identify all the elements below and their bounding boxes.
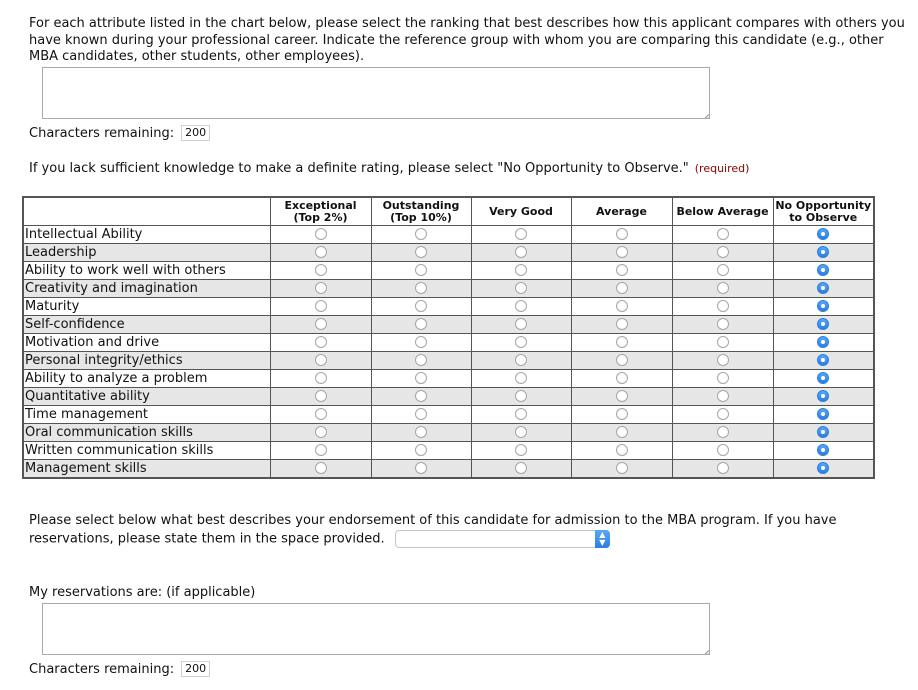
rating-cell: [571, 298, 672, 316]
rating-cell: [773, 334, 874, 352]
rating-radio[interactable]: [817, 444, 829, 456]
rating-cell: [773, 442, 874, 460]
attribute-label: Ability to analyze a problem: [23, 370, 270, 388]
rating-radio[interactable]: [415, 264, 427, 276]
table-row: [23, 316, 874, 334]
rating-cell: [471, 244, 571, 262]
rating-cell: [471, 316, 571, 334]
rating-radio[interactable]: [515, 264, 527, 276]
rating-cell: [672, 226, 773, 244]
rating-cell: [672, 352, 773, 370]
rating-cell: [371, 298, 471, 316]
rating-radio[interactable]: [515, 354, 527, 366]
reservations-textarea[interactable]: [42, 603, 710, 655]
rating-radio[interactable]: [717, 462, 729, 474]
chars-remaining-label: Characters remaining:: [29, 662, 175, 677]
rating-cell: [270, 262, 371, 280]
resize-handle-icon[interactable]: [701, 110, 709, 118]
reservations-label: My reservations are: (if applicable): [29, 585, 256, 600]
rating-radio[interactable]: [515, 300, 527, 312]
endorsement-select[interactable]: [395, 530, 610, 548]
rating-cell: [672, 280, 773, 298]
rating-cell: [672, 460, 773, 479]
attribute-label: Time management: [23, 406, 270, 424]
rating-cell: [571, 406, 672, 424]
rating-radio[interactable]: [616, 336, 628, 348]
table-row: [23, 226, 874, 244]
rating-cell: [270, 280, 371, 298]
attribute-label: Maturity: [23, 298, 270, 316]
rating-radio[interactable]: [515, 372, 527, 384]
rating-radio[interactable]: [515, 408, 527, 420]
rating-cell: [270, 316, 371, 334]
rating-radio[interactable]: [817, 228, 829, 240]
rating-cell: [471, 370, 571, 388]
rating-cell: [471, 298, 571, 316]
rating-cell: [672, 316, 773, 334]
rating-radio[interactable]: [315, 228, 327, 240]
rating-cell: [371, 226, 471, 244]
rating-radio[interactable]: [616, 426, 628, 438]
rating-radio[interactable]: [415, 228, 427, 240]
rating-cell: [672, 370, 773, 388]
rating-radio[interactable]: [515, 318, 527, 330]
rating-radio[interactable]: [415, 354, 427, 366]
rating-radio[interactable]: [817, 408, 829, 420]
rating-radio[interactable]: [717, 282, 729, 294]
rating-cell: [371, 388, 471, 406]
rating-cell: [672, 406, 773, 424]
rating-cell: [270, 352, 371, 370]
rating-radio[interactable]: [717, 318, 729, 330]
rating-cell: [371, 424, 471, 442]
rating-radio[interactable]: [616, 390, 628, 402]
column-header: Outstanding (Top 10%): [371, 197, 471, 226]
rating-grid-header: [23, 197, 874, 226]
rating-radio[interactable]: [616, 300, 628, 312]
rating-radio[interactable]: [515, 444, 527, 456]
rating-cell: [571, 244, 672, 262]
rating-cell: [371, 460, 471, 479]
rating-cell: [571, 262, 672, 280]
rating-cell: [471, 262, 571, 280]
rating-radio[interactable]: [315, 282, 327, 294]
rating-cell: [773, 298, 874, 316]
rating-radio[interactable]: [817, 336, 829, 348]
rating-cell: [371, 262, 471, 280]
rating-radio[interactable]: [817, 246, 829, 258]
lack-knowledge-label: If you lack sufficient knowledge to make a definite rating, please select "No Opportunity to Observe.": [29, 161, 689, 176]
rating-cell: [773, 460, 874, 479]
rating-radio[interactable]: [315, 408, 327, 420]
rating-cell: [471, 460, 571, 479]
table-row: [23, 352, 874, 370]
rating-radio[interactable]: [616, 408, 628, 420]
rating-cell: [773, 316, 874, 334]
rating-cell: [571, 352, 672, 370]
column-header: No Opportunity to Observe: [773, 197, 874, 226]
rating-radio[interactable]: [515, 462, 527, 474]
table-row: [23, 424, 874, 442]
rating-radio[interactable]: [315, 372, 327, 384]
rating-radio[interactable]: [817, 354, 829, 366]
rating-cell: [571, 388, 672, 406]
rating-cell: [773, 226, 874, 244]
rating-cell: [571, 334, 672, 352]
rating-cell: [773, 262, 874, 280]
rating-radio[interactable]: [817, 390, 829, 402]
attribute-label: Ability to work well with others: [23, 262, 270, 280]
rating-radio[interactable]: [515, 246, 527, 258]
rating-cell: [471, 406, 571, 424]
rating-cell: [270, 244, 371, 262]
rating-cell: [371, 316, 471, 334]
rating-cell: [270, 424, 371, 442]
rating-radio[interactable]: [717, 444, 729, 456]
rating-radio[interactable]: [315, 390, 327, 402]
table-row: [23, 388, 874, 406]
rating-cell: [270, 388, 371, 406]
rating-grid-body: [23, 226, 874, 479]
rating-cell: [371, 334, 471, 352]
rating-cell: [773, 406, 874, 424]
table-row: [23, 370, 874, 388]
rating-cell: [571, 442, 672, 460]
rating-radio[interactable]: [315, 336, 327, 348]
rating-cell: [471, 352, 571, 370]
rating-radio[interactable]: [616, 228, 628, 240]
rating-radio[interactable]: [817, 372, 829, 384]
rating-cell: [672, 424, 773, 442]
rating-cell: [270, 406, 371, 424]
rating-cell: [773, 352, 874, 370]
rating-cell: [672, 262, 773, 280]
reference-group-textarea[interactable]: [42, 67, 710, 119]
lack-knowledge-text: [29, 161, 749, 176]
rating-radio[interactable]: [315, 462, 327, 474]
resize-handle-icon[interactable]: [701, 646, 709, 654]
rating-radio[interactable]: [315, 264, 327, 276]
rating-radio[interactable]: [415, 462, 427, 474]
rating-cell: [571, 424, 672, 442]
rating-radio[interactable]: [717, 246, 729, 258]
rating-cell: [471, 280, 571, 298]
rating-radio[interactable]: [415, 318, 427, 330]
table-row: [23, 406, 874, 424]
rating-radio[interactable]: [415, 300, 427, 312]
rating-grid: [22, 196, 875, 479]
rating-radio[interactable]: [717, 228, 729, 240]
rating-cell: [773, 244, 874, 262]
rating-radio[interactable]: [415, 336, 427, 348]
chars-remaining-count: 200: [181, 661, 210, 677]
rating-cell: [571, 280, 672, 298]
attribute-label: Creativity and imagination: [23, 280, 270, 298]
rating-cell: [571, 316, 672, 334]
reference-chars-remaining: [29, 125, 210, 141]
column-header: Average: [571, 197, 672, 226]
rating-radio[interactable]: [616, 354, 628, 366]
rating-cell: [371, 244, 471, 262]
rating-radio[interactable]: [817, 300, 829, 312]
table-row: [23, 262, 874, 280]
rating-radio[interactable]: [315, 246, 327, 258]
rating-radio[interactable]: [515, 390, 527, 402]
rating-cell: [371, 280, 471, 298]
rating-cell: [270, 442, 371, 460]
attribute-label: Oral communication skills: [23, 424, 270, 442]
attribute-column-header: [23, 197, 270, 226]
attribute-label: Personal integrity/ethics: [23, 352, 270, 370]
rating-cell: [672, 298, 773, 316]
chars-remaining-count: 200: [181, 125, 210, 141]
rating-cell: [371, 352, 471, 370]
instructions-text: For each attribute listed in the chart below, please select the ranking that best describes how this applicant compares with others you have known during your professional career. Indicate the reference group with whom you are comparing this candidate (e.g., other MBA candidates, other students, other employees).: [29, 16, 905, 64]
rating-radio[interactable]: [616, 282, 628, 294]
rating-radio[interactable]: [817, 282, 829, 294]
rating-cell: [773, 280, 874, 298]
select-arrows-icon: ▲ ▼: [595, 530, 610, 548]
attribute-label: Quantitative ability: [23, 388, 270, 406]
table-row: [23, 280, 874, 298]
rating-radio[interactable]: [717, 408, 729, 420]
rating-cell: [773, 370, 874, 388]
rating-cell: [773, 424, 874, 442]
rating-radio[interactable]: [717, 426, 729, 438]
rating-cell: [672, 244, 773, 262]
rating-radio[interactable]: [817, 264, 829, 276]
rating-radio[interactable]: [717, 390, 729, 402]
rating-radio[interactable]: [817, 318, 829, 330]
column-header: Exceptional (Top 2%): [270, 197, 371, 226]
rating-radio[interactable]: [616, 462, 628, 474]
rating-cell: [371, 442, 471, 460]
rating-cell: [471, 226, 571, 244]
endorsement-text: Please select below what best describes your endorsement of this candidate for admission to the MBA program. If you have reservations, please state them in the space provided.: [29, 513, 837, 546]
rating-radio[interactable]: [616, 372, 628, 384]
rating-cell: [571, 370, 672, 388]
rating-cell: [270, 334, 371, 352]
endorsement-prompt: [29, 513, 899, 548]
rating-radio[interactable]: [315, 444, 327, 456]
rating-cell: [672, 442, 773, 460]
rating-radio[interactable]: [415, 246, 427, 258]
rating-radio[interactable]: [315, 354, 327, 366]
rating-cell: [773, 388, 874, 406]
rating-radio[interactable]: [515, 336, 527, 348]
rating-cell: [672, 334, 773, 352]
rating-cell: [471, 424, 571, 442]
table-row: [23, 442, 874, 460]
rating-radio[interactable]: [415, 426, 427, 438]
rating-radio[interactable]: [717, 372, 729, 384]
rating-cell: [471, 388, 571, 406]
rating-cell: [571, 460, 672, 479]
required-label: (required): [694, 162, 750, 175]
rating-radio[interactable]: [616, 246, 628, 258]
rating-radio[interactable]: [717, 354, 729, 366]
rating-radio[interactable]: [415, 390, 427, 402]
rating-radio[interactable]: [717, 336, 729, 348]
rating-radio[interactable]: [415, 444, 427, 456]
table-row: [23, 334, 874, 352]
rating-cell: [371, 406, 471, 424]
table-row: [23, 244, 874, 262]
attribute-label: Written communication skills: [23, 442, 270, 460]
rating-cell: [471, 442, 571, 460]
chars-remaining-label: Characters remaining:: [29, 126, 175, 141]
attribute-label: Intellectual Ability: [23, 226, 270, 244]
attribute-label: Management skills: [23, 460, 270, 479]
rating-radio[interactable]: [616, 318, 628, 330]
rating-radio[interactable]: [315, 300, 327, 312]
rating-cell: [270, 460, 371, 479]
rating-radio[interactable]: [415, 408, 427, 420]
rating-cell: [571, 226, 672, 244]
rating-radio[interactable]: [515, 426, 527, 438]
rating-radio[interactable]: [717, 300, 729, 312]
rating-radio[interactable]: [515, 282, 527, 294]
rating-radio[interactable]: [415, 372, 427, 384]
rating-cell: [371, 370, 471, 388]
rating-cell: [270, 226, 371, 244]
rating-radio[interactable]: [717, 264, 729, 276]
attribute-label: Leadership: [23, 244, 270, 262]
rating-radio[interactable]: [315, 426, 327, 438]
attribute-label: Motivation and drive: [23, 334, 270, 352]
rating-radio[interactable]: [817, 462, 829, 474]
rating-cell: [471, 334, 571, 352]
column-header: Very Good: [471, 197, 571, 226]
rating-cell: [270, 370, 371, 388]
rating-radio[interactable]: [315, 318, 327, 330]
table-row: [23, 298, 874, 316]
rating-radio[interactable]: [616, 264, 628, 276]
rating-cell: [270, 298, 371, 316]
rating-radio[interactable]: [817, 426, 829, 438]
attribute-label: Self-confidence: [23, 316, 270, 334]
rating-radio[interactable]: [616, 444, 628, 456]
rating-radio[interactable]: [415, 282, 427, 294]
column-header: Below Average: [672, 197, 773, 226]
rating-radio[interactable]: [515, 228, 527, 240]
table-row: [23, 460, 874, 479]
reservations-chars-remaining: [29, 661, 210, 677]
rating-cell: [672, 388, 773, 406]
